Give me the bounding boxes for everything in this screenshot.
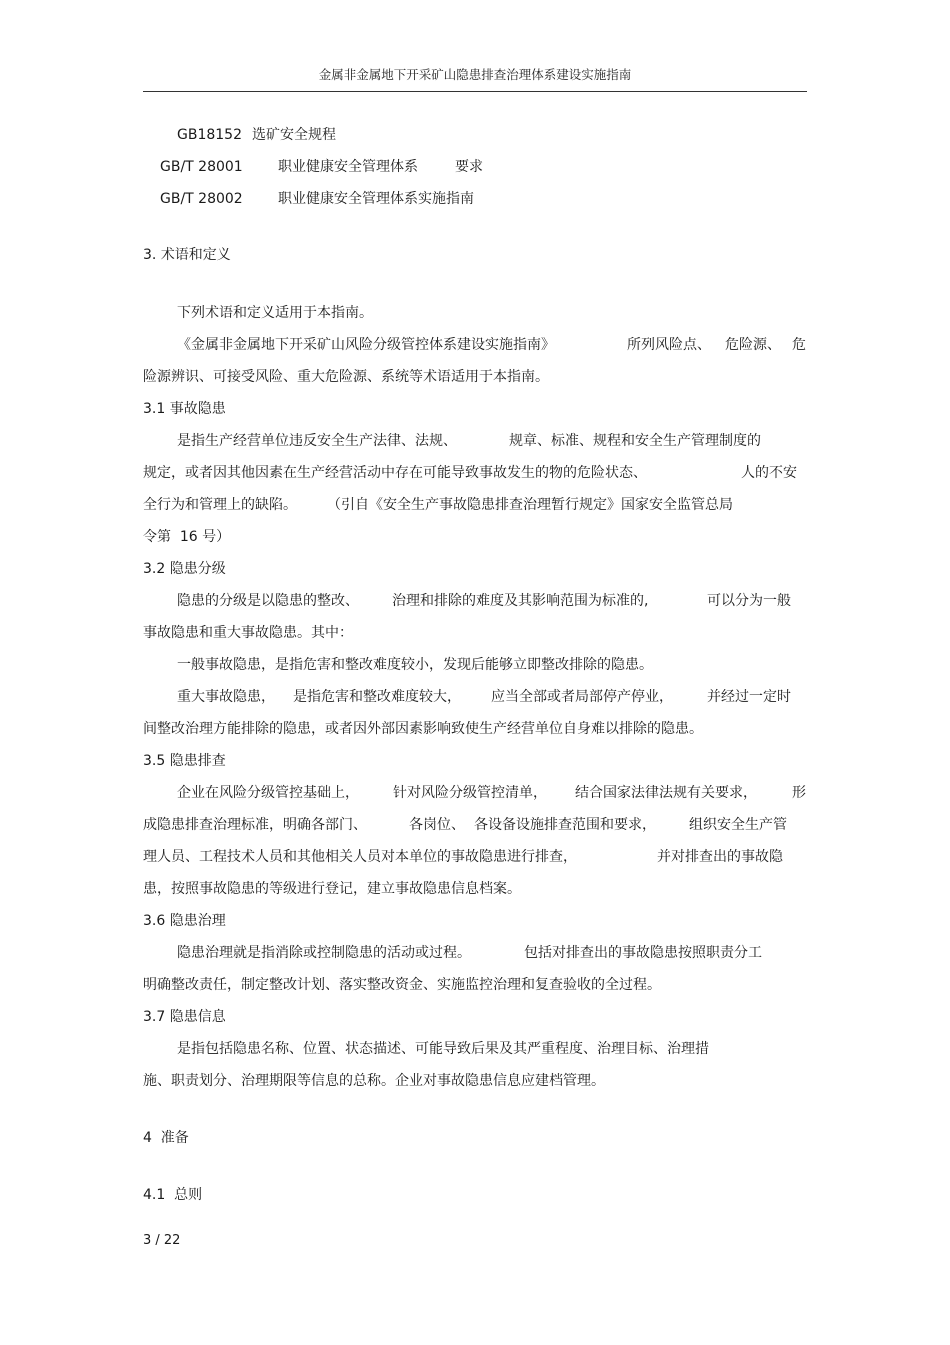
paragraph-line: 《金属非金属地下开采矿山风险分级管控体系建设实施指南》: [177, 337, 555, 353]
paragraph-line: 是指生产经营单位违反安全生产法律、法规、: [177, 433, 457, 449]
paragraph-line: 理人员、工程技术人员和其他相关人员对本单位的事故隐患进行排查，: [143, 849, 577, 865]
paragraph-line: 危险源、: [725, 337, 781, 353]
paragraph-line: （引自《安全生产事故隐患排查治理暂行规定》国家安全监管总局: [327, 497, 733, 513]
paragraph-line: 隐患治理就是指消除或控制隐患的活动或过程。: [177, 945, 471, 961]
paragraph-line: 各设备设施排查范围和要求，: [474, 817, 656, 833]
header-divider: [143, 91, 807, 92]
reference-code: GB/T 28001: [160, 159, 243, 175]
paragraph-line: 全行为和管理上的缺陷。: [143, 497, 297, 513]
paragraph-line: 事故隐患和重大事故隐患。其中：: [143, 625, 353, 641]
section-heading: 3.7 隐患信息: [143, 1009, 226, 1025]
reference-title: 职业健康安全管理体系: [278, 159, 418, 175]
reference-title: 职业健康安全管理体系实施指南: [278, 191, 474, 207]
section-heading: 3.2 隐患分级: [143, 561, 226, 577]
paragraph-line: 施、职责划分、治理期限等信息的总称。企业对事故隐患信息应建档管理。: [143, 1073, 605, 1089]
paragraph-line: 是指包括隐患名称、位置、状态描述、可能导致后果及其严重程度、治理目标、治理措: [177, 1041, 709, 1057]
paragraph-line: 治理和排除的难度及其影响范围为标准的,: [392, 593, 649, 609]
paragraph-line: 患，按照事故隐患的等级进行登记，建立事故隐患信息档案。: [143, 881, 521, 897]
section-heading: 3.1 事故隐患: [143, 401, 226, 417]
paragraph-line: 包括对排查出的事故隐患按照职责分工: [524, 945, 762, 961]
paragraph-line: 所列风险点、: [627, 337, 711, 353]
reference-title: 选矿安全规程: [252, 127, 336, 143]
section-heading: 3.5 隐患排查: [143, 753, 226, 769]
paragraph-line: 应当全部或者局部停产停业，: [491, 689, 673, 705]
paragraph-line: 各岗位、: [409, 817, 465, 833]
paragraph-line: 结合国家法律法规有关要求，: [575, 785, 757, 801]
page-number: 3 / 22: [143, 1233, 181, 1248]
paragraph-line: 隐患的分级是以隐患的整改、: [177, 593, 359, 609]
paragraph-line: 险源辨识、可接受风险、重大危险源、系统等术语适用于本指南。: [143, 369, 549, 385]
reference-suffix: 要求: [455, 159, 483, 175]
paragraph-line: 针对风险分级管控清单，: [393, 785, 547, 801]
paragraph-line: 明确整改责任，制定整改计划、落实整改资金、实施监控治理和复查验收的全过程。: [143, 977, 661, 993]
paragraph-line: 并对排查出的事故隐: [657, 849, 783, 865]
paragraph-line: 间整改治理方能排除的隐患，或者因外部因素影响致使生产经营单位自身难以排除的隐患。: [143, 721, 703, 737]
paragraph-line: 可以分为一般: [707, 593, 791, 609]
paragraph-line: 危: [792, 337, 806, 353]
paragraph-line: 是指危害和整改难度较大，: [293, 689, 461, 705]
paragraph-line: 规章、标准、规程和安全生产管理制度的: [509, 433, 761, 449]
paragraph-line: 重大事故隐患，: [177, 689, 275, 705]
section-heading: 4 准备: [143, 1130, 189, 1146]
running-header-title: 金属非金属地下开采矿山隐患排查治理体系建设实施指南: [318, 67, 632, 82]
reference-code: GB/T 28002: [160, 191, 243, 207]
paragraph-line: 并经过一定时: [707, 689, 791, 705]
paragraph-line: 下列术语和定义适用于本指南。: [177, 305, 373, 321]
section-heading: 3.6 隐患治理: [143, 913, 226, 929]
section-heading: 4.1 总则: [143, 1187, 203, 1203]
paragraph-line: 成隐患排查治理标准，明确各部门、: [143, 817, 367, 833]
paragraph-line: 人的不安: [741, 465, 797, 481]
reference-code: GB18152: [177, 127, 242, 143]
paragraph-line: 形: [792, 785, 806, 801]
section-heading: 3. 术语和定义: [143, 247, 231, 263]
paragraph-line: 令第 16 号）: [143, 529, 231, 545]
paragraph-line: 规定，或者因其他因素在生产经营活动中存在可能导致事故发生的物的危险状态、: [143, 465, 647, 481]
paragraph-line: 企业在风险分级管控基础上，: [177, 785, 359, 801]
paragraph-line: 一般事故隐患，是指危害和整改难度较小，发现后能够立即整改排除的隐患。: [177, 657, 653, 673]
paragraph-line: 组织安全生产管: [689, 817, 787, 833]
